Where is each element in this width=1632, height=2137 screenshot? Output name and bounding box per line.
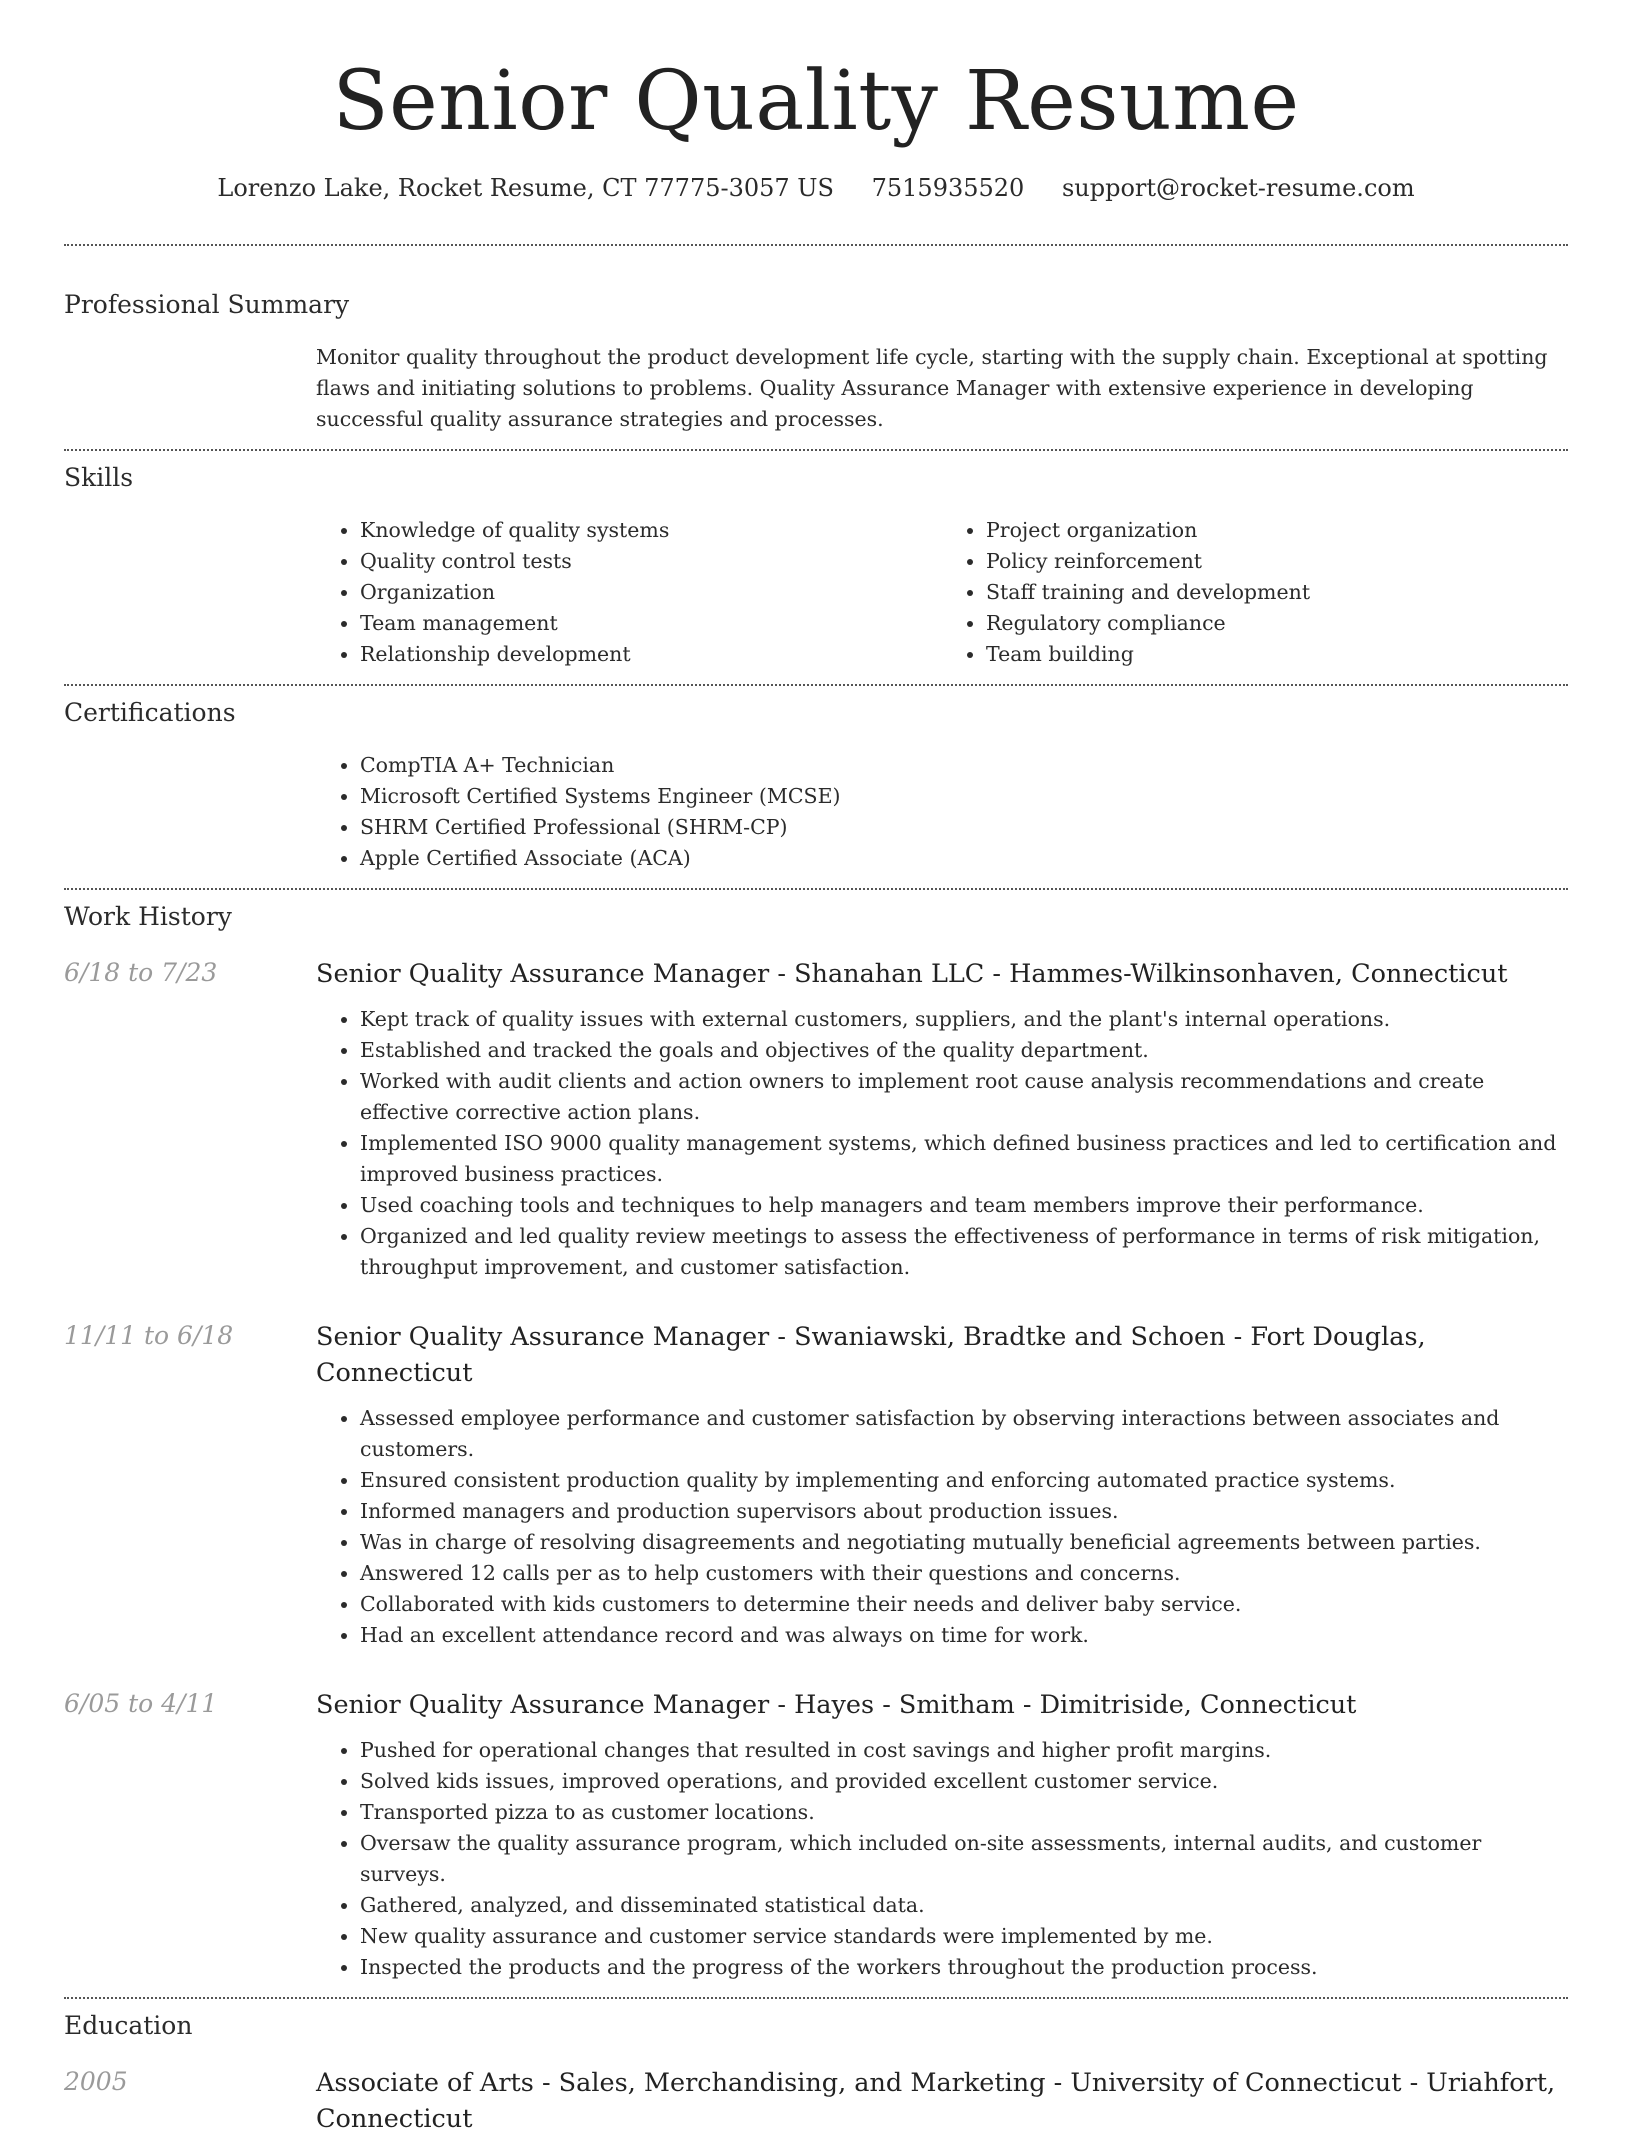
job-entry	[64, 1319, 1568, 1651]
job-bullet: • Gathered, analyzed, and disseminated statistical data.	[360, 1890, 1568, 1921]
job-bullet: • Used coaching tools and techniques to help managers and team members improve their performance.	[360, 1190, 1568, 1221]
work-heading: Work History	[64, 902, 232, 931]
skill-item: • Regulatory compliance	[986, 608, 1568, 639]
job-bullet: • Ensured consistent production quality by implementing and enforcing automated practice systems.	[360, 1465, 1568, 1496]
job-bullet: • Had an excellent attendance record and was always on time for work.	[360, 1620, 1568, 1651]
job-bullet: • Answered 12 calls per as to help customers with their questions and concerns.	[360, 1558, 1568, 1589]
skill-item: • Quality control tests	[360, 546, 942, 577]
job-bullets-wrap	[316, 1403, 1568, 1651]
skill-item: • Staff training and development	[986, 577, 1568, 608]
certification-item: • SHRM Certified Professional (SHRM-CP)	[360, 812, 1568, 843]
job-bullets	[316, 1403, 1568, 1651]
skill-item: • Knowledge of quality systems	[360, 515, 942, 546]
job-bullet: • Oversaw the quality assurance program, which included on-site assessments, internal audits, and customer surveys.	[360, 1828, 1568, 1890]
job-entry	[64, 956, 1568, 1283]
skills-list-left	[316, 515, 942, 670]
job-bullet: • Transported pizza to as customer locations.	[360, 1797, 1568, 1828]
education-entry	[64, 2065, 1568, 2137]
skills-heading: Skills	[64, 463, 134, 492]
job-bullets-wrap	[316, 1735, 1568, 1983]
skills-grid	[316, 515, 1568, 670]
certification-item: • Microsoft Certified Systems Engineer (MCSE)	[360, 781, 1568, 812]
job-bullet: • New quality assurance and customer service standards were implemented by me.	[360, 1921, 1568, 1952]
section-divider	[64, 244, 1568, 246]
job-dates: 6/18 to 7/23	[64, 958, 218, 987]
skill-item: • Team building	[986, 639, 1568, 670]
education-heading: Education	[64, 2011, 193, 2040]
skill-item: • Policy reinforcement	[986, 546, 1568, 577]
job-bullet: • Implemented ISO 9000 quality management systems, which defined business practices and led to certification and improved business practices.	[360, 1128, 1568, 1190]
certification-item: • CompTIA A+ Technician	[360, 750, 1568, 781]
summary-heading: Professional Summary	[64, 290, 350, 319]
section-divider	[64, 888, 1568, 890]
job-bullet: • Inspected the products and the progress of the workers throughout the production process.	[360, 1952, 1568, 1983]
job-dates: 11/11 to 6/18	[64, 1321, 234, 1350]
skills-list-right	[942, 515, 1568, 670]
job-entry	[64, 1687, 1568, 1983]
education-section	[64, 2009, 1568, 2137]
job-bullet: • Organized and led quality review meetings to assess the effectiveness of performance in terms of risk mitigation, throughput improvement, and customer satisfaction.	[360, 1221, 1568, 1283]
job-bullet: • Solved kids issues, improved operations, and provided excellent customer service.	[360, 1766, 1568, 1797]
contact-address: Lorenzo Lake, Rocket Resume, CT 77775-3057 US	[217, 174, 834, 202]
certifications-section	[64, 696, 1568, 874]
page-title: Senior Quality Resume	[332, 54, 1300, 149]
contact-email: support@rocket-resume.com	[1061, 174, 1415, 202]
certifications-list	[316, 750, 1568, 874]
skill-item: • Organization	[360, 577, 942, 608]
job-bullet: • Collaborated with kids customers to determine their needs and deliver baby service.	[360, 1589, 1568, 1620]
job-title: Senior Quality Assurance Manager - Shanahan LLC - Hammes-Wilkinsonhaven, Connecticut	[316, 959, 1508, 989]
resume-page	[64, 0, 1568, 2137]
section-divider	[64, 684, 1568, 686]
job-bullet: • Was in charge of resolving disagreements and negotiating mutually beneficial agreements between parties.	[360, 1527, 1568, 1558]
job-bullet: • Informed managers and production supervisors about production issues.	[360, 1496, 1568, 1527]
skill-item: • Relationship development	[360, 639, 942, 670]
job-bullet: • Pushed for operational changes that resulted in cost savings and higher profit margins.	[360, 1735, 1568, 1766]
job-title: Senior Quality Assurance Manager - Hayes - Smitham - Dimitriside, Connecticut	[316, 1690, 1357, 1720]
education-title: Associate of Arts - Sales, Merchandising, and Marketing - University of Connecticut - Uriahfort, Connecticut	[316, 2068, 1556, 2134]
certifications-list-wrap	[316, 750, 1568, 874]
section-divider	[64, 449, 1568, 451]
work-section	[64, 900, 1568, 1983]
contact-phone: 7515935520	[871, 174, 1025, 202]
summary-section	[64, 288, 1568, 435]
job-bullets	[316, 1004, 1568, 1283]
job-bullet: • Kept track of quality issues with external customers, suppliers, and the plant's internal operations.	[360, 1004, 1568, 1035]
job-title: Senior Quality Assurance Manager - Swaniawski, Bradtke and Schoen - Fort Douglas, Connecticut	[316, 1322, 1426, 1388]
education-date: 2005	[64, 2067, 128, 2096]
skill-item: • Project organization	[986, 515, 1568, 546]
summary-text: Monitor quality throughout the product development life cycle, starting with the supply chain. Exceptional at spotting flaws and initiating solutions to problems. Quality Assurance Manager with extensive experience in developing successful quality assurance strategies and processes.	[316, 345, 1548, 431]
job-bullet: • Worked with audit clients and action owners to implement root cause analysis recommendations and create effective corrective action plans.	[360, 1066, 1568, 1128]
section-divider	[64, 1997, 1568, 1999]
job-bullet: • Assessed employee performance and customer satisfaction by observing interactions between associates and customers.	[360, 1403, 1568, 1465]
job-dates: 6/05 to 4/11	[64, 1689, 218, 1718]
job-bullets-wrap	[316, 1004, 1568, 1283]
skills-section	[64, 461, 1568, 670]
certification-item: • Apple Certified Associate (ACA)	[360, 843, 1568, 874]
skill-item: • Team management	[360, 608, 942, 639]
job-bullets	[316, 1735, 1568, 1983]
job-bullet: • Established and tracked the goals and objectives of the quality department.	[360, 1035, 1568, 1066]
certifications-heading: Certifications	[64, 698, 236, 727]
contact-line	[64, 172, 1568, 204]
